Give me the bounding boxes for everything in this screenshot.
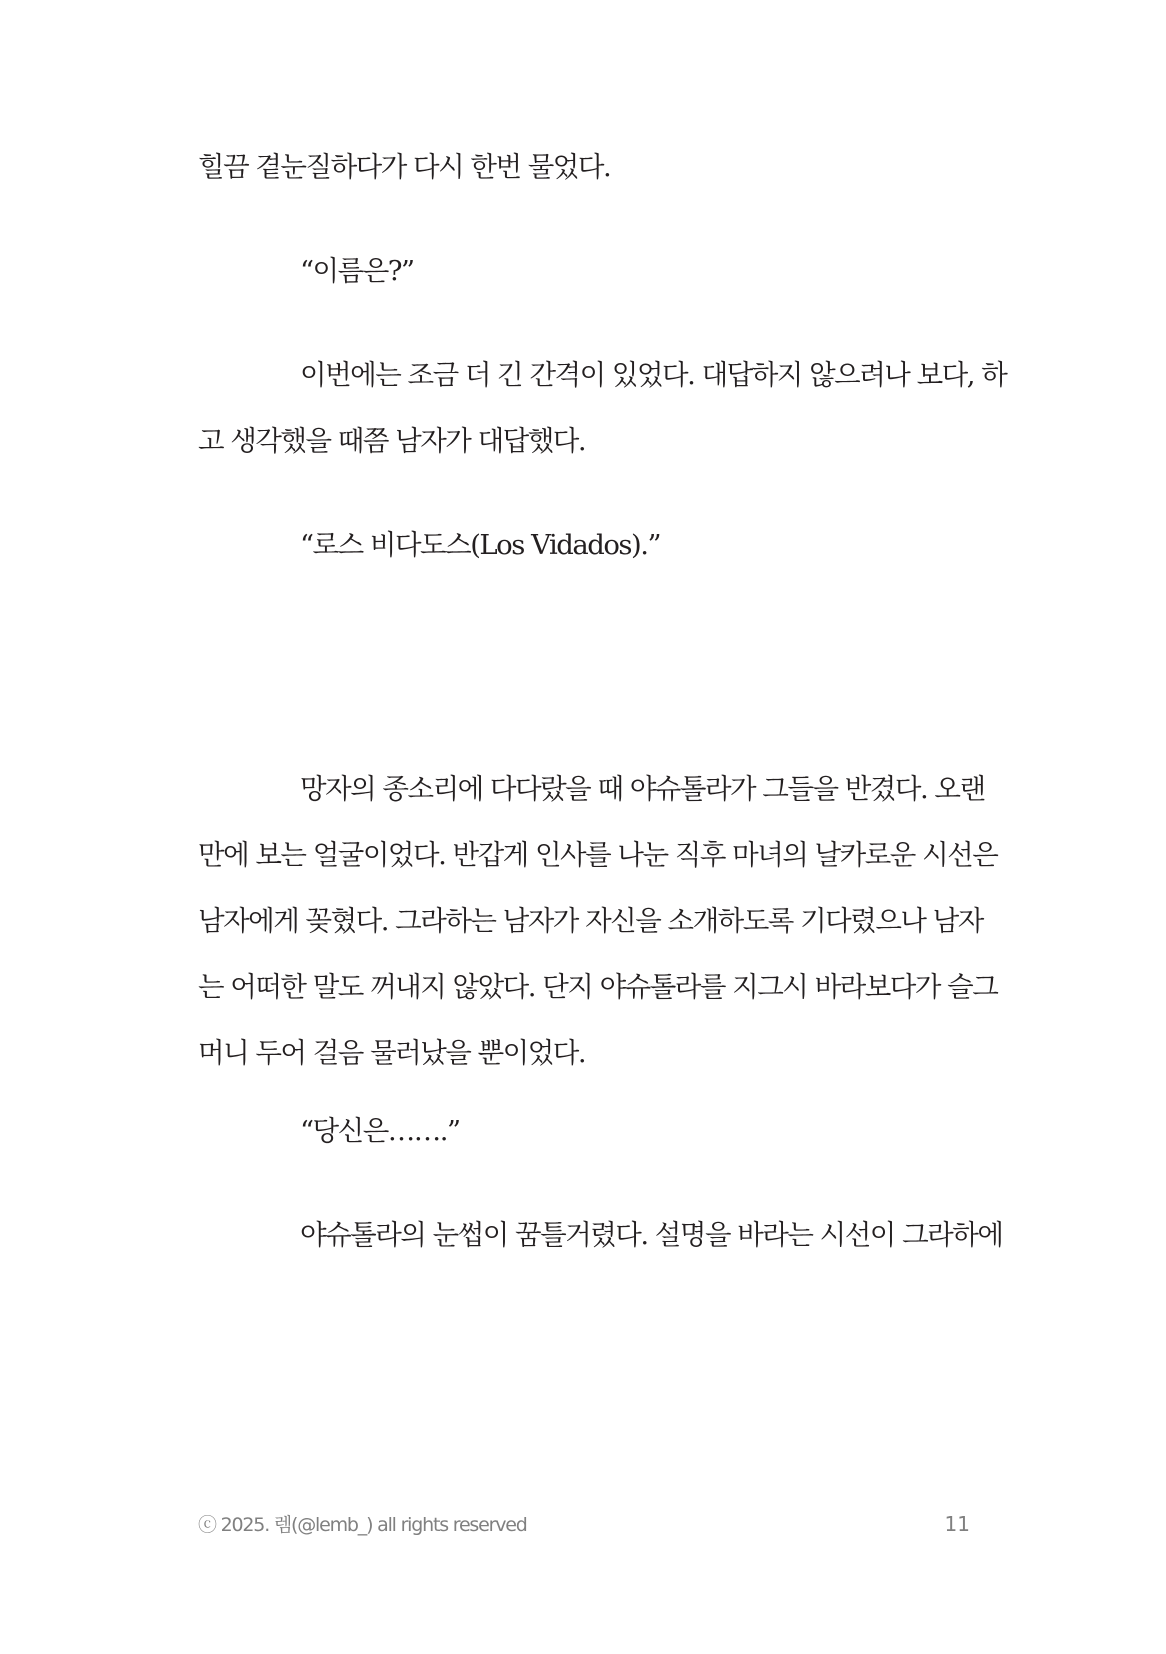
page-footer bbox=[198, 1510, 972, 1542]
text-line: 야슈톨라의 눈썹이 꿈틀거렸다. 설명을 바라는 시선이 그라하에 bbox=[300, 1219, 1003, 1251]
text-line: 머니 두어 걸음 물러났을 뿐이었다. bbox=[198, 1037, 586, 1069]
paragraph bbox=[198, 756, 998, 1086]
text-line: “이름은?” bbox=[300, 255, 414, 287]
text-line: 망자의 종소리에 다다랐을 때 야슈톨라가 그들을 반겼다. 오랜 bbox=[300, 773, 985, 805]
text-line: 는 어떠한 말도 꺼내지 않았다. 단지 야슈톨라를 지그시 바라보다가 슬그 bbox=[198, 971, 998, 1003]
dialogue-paragraph bbox=[198, 238, 972, 304]
dialogue-paragraph bbox=[198, 1098, 972, 1164]
dialogue-paragraph bbox=[198, 512, 972, 578]
paragraph bbox=[198, 342, 1007, 474]
text-line: “당신은…….” bbox=[300, 1115, 460, 1147]
copyright-notice: ⓒ 2025. 렘(@lemb_) all rights reserved bbox=[198, 1514, 527, 1536]
page-number: 11 bbox=[944, 1512, 970, 1536]
text-line: “로스 비다도스(Los Vidados).” bbox=[300, 529, 661, 561]
text-line: 만에 보는 얼굴이었다. 반갑게 인사를 나눈 직후 마녀의 날카로운 시선은 bbox=[198, 839, 998, 871]
paragraph bbox=[198, 1202, 1003, 1268]
paragraph bbox=[198, 134, 972, 200]
text-line: 남자에게 꽂혔다. 그라하는 남자가 자신을 소개하도록 기다렸으나 남자 bbox=[198, 905, 983, 937]
text-line: 힐끔 곁눈질하다가 다시 한번 물었다. bbox=[198, 151, 611, 183]
text-line: 이번에는 조금 더 긴 간격이 있었다. 대답하지 않으려나 보다, 하 bbox=[300, 359, 1007, 391]
text-line: 고 생각했을 때쯤 남자가 대답했다. bbox=[198, 425, 586, 457]
